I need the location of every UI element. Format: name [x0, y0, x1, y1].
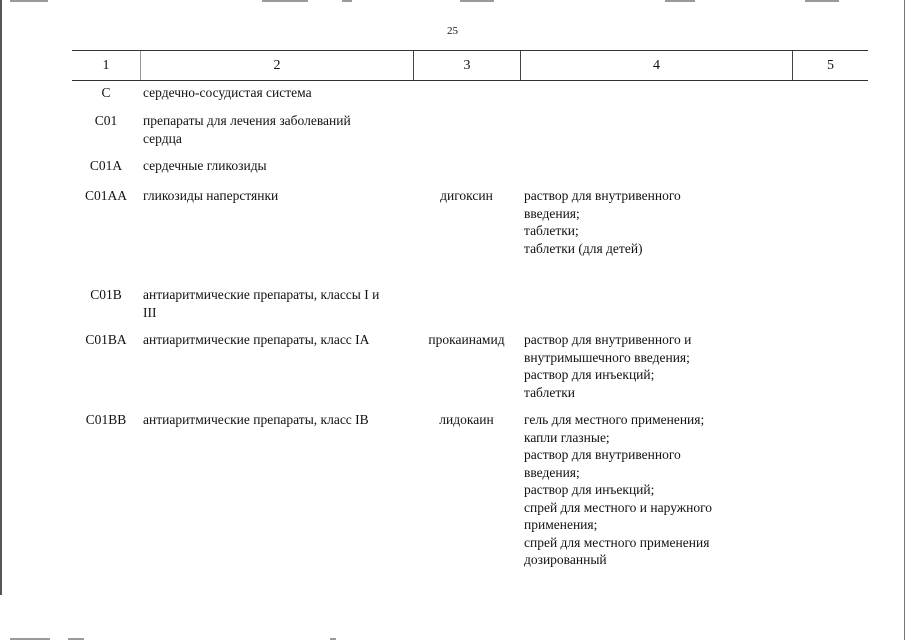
atc-group: антиаритмические препараты, класс IB: [143, 412, 369, 427]
scan-artifact: [262, 0, 308, 2]
header-col-3: 3: [463, 58, 471, 73]
dosage-forms: гель для местного применения; капли глазные; раствор для внутривенного введения; раствор для инъекций; спрей для местного и наружного применения; спрей для местного применения дозированный: [524, 412, 713, 567]
atc-code: C01A: [89, 158, 123, 173]
medicines-table: [72, 50, 868, 567]
atc-code: C01BB: [85, 412, 127, 427]
atc-code: C01BA: [85, 332, 127, 347]
atc-code: C01B: [90, 287, 122, 302]
header-col-5: 5: [827, 58, 834, 73]
atc-code: C01: [94, 113, 118, 128]
page-edge-left: [0, 0, 2, 595]
page-number: 25: [447, 25, 458, 37]
atc-group: антиаритмические препараты, класс IA: [143, 332, 370, 347]
dosage-forms: раствор для внутривенного и внутримышечного введения; раствор для инъекций; таблетки: [524, 332, 692, 400]
scan-artifact: [665, 0, 695, 2]
atc-code: C: [101, 85, 111, 100]
header-col-2: 2: [273, 58, 281, 73]
atc-group: сердечные гликозиды: [143, 158, 267, 173]
header-col-1: 1: [102, 58, 110, 73]
atc-group: сердечно-сосудистая система: [143, 85, 312, 100]
drug-name: лидокаин: [439, 412, 494, 427]
atc-group: препараты для лечения заболеваний сердца: [143, 113, 351, 146]
table-header: [72, 50, 868, 81]
atc-group: антиаритмические препараты, классы I и III: [143, 287, 380, 320]
scan-artifact: [342, 0, 352, 2]
drug-name: дигоксин: [440, 188, 493, 203]
scan-artifact: [460, 0, 494, 2]
drug-name: прокаинамид: [428, 332, 505, 347]
dosage-forms: раствор для внутривенного введения; таблетки; таблетки (для детей): [524, 188, 681, 256]
atc-code: C01AA: [84, 188, 127, 203]
atc-group: гликозиды наперстянки: [143, 188, 279, 203]
header-col-4: 4: [653, 58, 660, 73]
scan-artifact: [805, 0, 839, 2]
scan-artifact: [10, 0, 48, 2]
